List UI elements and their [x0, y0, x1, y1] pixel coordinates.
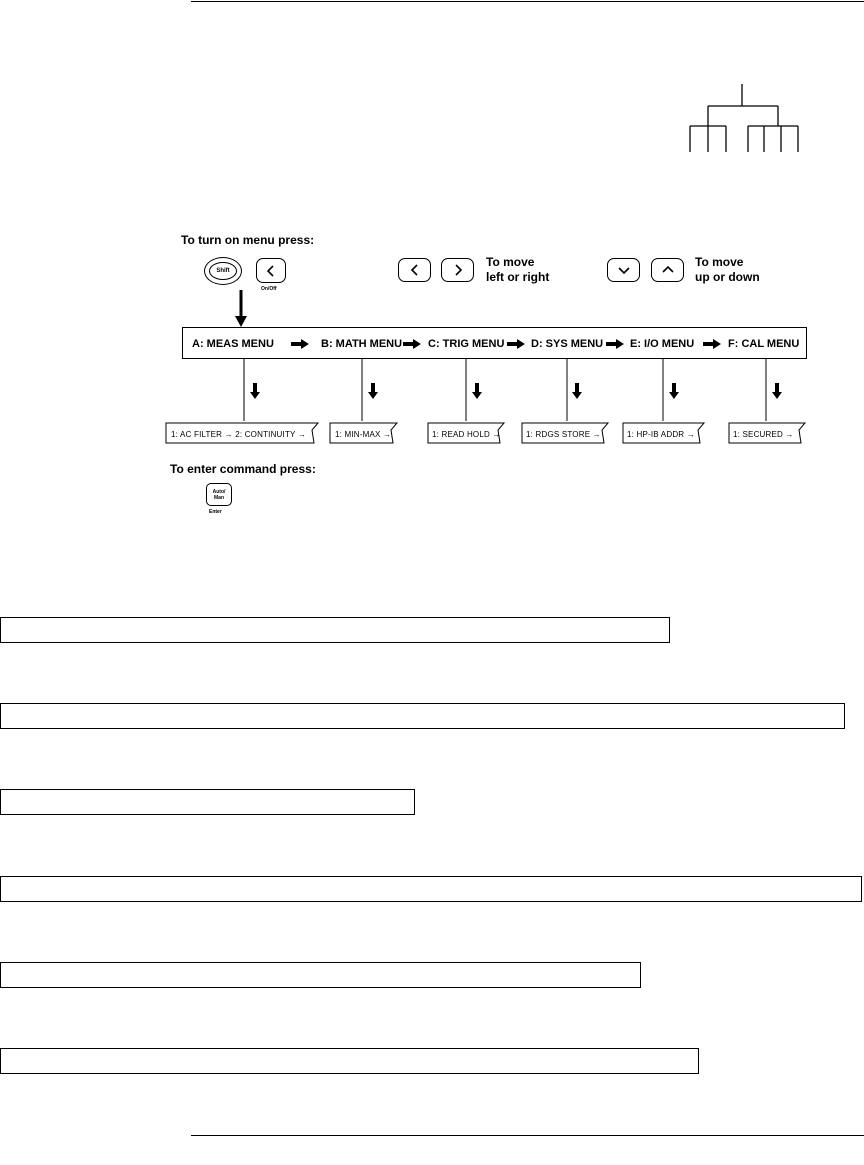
nav-right-key[interactable]: [441, 258, 474, 282]
blank-field-6[interactable]: [0, 1048, 699, 1074]
submenu-a[interactable]: 1: AC FILTER → 2: CONTINUITY →: [171, 430, 307, 439]
submenu-c[interactable]: 1: READ HOLD →: [432, 430, 501, 439]
blank-field-1[interactable]: [0, 617, 670, 643]
auto-man-label-line2: Man: [214, 494, 224, 501]
menu-arrow-icon: [291, 339, 309, 349]
menu-a-label[interactable]: A: MEAS MENU: [192, 338, 274, 350]
menu-f-label[interactable]: F: CAL MENU: [728, 338, 800, 350]
chevron-down-icon: [618, 265, 630, 275]
menu-d-label[interactable]: D: SYS MENU: [531, 338, 604, 350]
enter-label: Enter: [209, 509, 222, 515]
bottom-rule: [191, 1135, 864, 1136]
menu-e-label[interactable]: E: I/O MENU: [630, 338, 695, 350]
menu-arrow-icon: [403, 339, 421, 349]
blank-field-5[interactable]: [0, 962, 641, 988]
enter-command-instruction: To enter command press:: [170, 462, 316, 476]
nav-down-key[interactable]: [607, 258, 640, 282]
chevron-up-icon: [662, 265, 674, 275]
auto-man-label-line1: Auto/: [212, 488, 226, 495]
move-left-right-instruction-line1: To move: [486, 255, 535, 269]
move-up-down-instruction-line1: To move: [695, 255, 744, 269]
blank-field-3[interactable]: [0, 789, 415, 815]
submenu-f[interactable]: 1: SECURED →: [733, 430, 794, 439]
blank-field-4[interactable]: [0, 876, 862, 902]
on-off-label: On/Off: [261, 286, 277, 292]
auto-man-enter-key[interactable]: [206, 483, 232, 506]
menu-arrow-icon: [606, 339, 624, 349]
down-arrow-icon: [250, 383, 260, 399]
chevron-right-icon: [453, 264, 463, 276]
down-arrow-icon: [669, 383, 679, 399]
down-arrow-icon: [572, 383, 582, 399]
chevron-left-icon: [410, 264, 420, 276]
menu-arrow-icon: [507, 339, 525, 349]
left-arrow-key[interactable]: [256, 258, 286, 283]
menu-b-label[interactable]: B: MATH MENU: [321, 338, 403, 350]
chevron-left-icon: [266, 265, 276, 277]
down-arrow-icon: [472, 383, 482, 399]
submenu-d[interactable]: 1: RDGS STORE →: [526, 430, 601, 439]
move-left-right-instruction-line2: left or right: [486, 270, 550, 284]
turn-on-menu-instruction: To turn on menu press:: [181, 233, 315, 247]
shift-to-menu-arrow: [234, 290, 248, 328]
submenu-e[interactable]: 1: HP-IB ADDR →: [627, 430, 695, 439]
move-up-down-instruction-line2: up or down: [695, 270, 760, 284]
menu-c-label[interactable]: C: TRIG MENU: [428, 338, 505, 350]
submenu-b[interactable]: 1: MIN-MAX →: [335, 430, 392, 439]
nav-up-key[interactable]: [651, 258, 684, 282]
down-arrow-icon: [772, 383, 782, 399]
down-arrow-icon: [368, 383, 378, 399]
shift-key[interactable]: [204, 257, 242, 285]
menu-arrow-icon: [703, 339, 721, 349]
menu-tree-icon: [686, 84, 802, 154]
nav-left-key[interactable]: [398, 258, 431, 282]
blank-field-2[interactable]: [0, 703, 845, 729]
top-rule: [191, 1, 864, 2]
submenu-connectors: [0, 359, 864, 429]
shift-key-label: Shift: [209, 262, 237, 280]
